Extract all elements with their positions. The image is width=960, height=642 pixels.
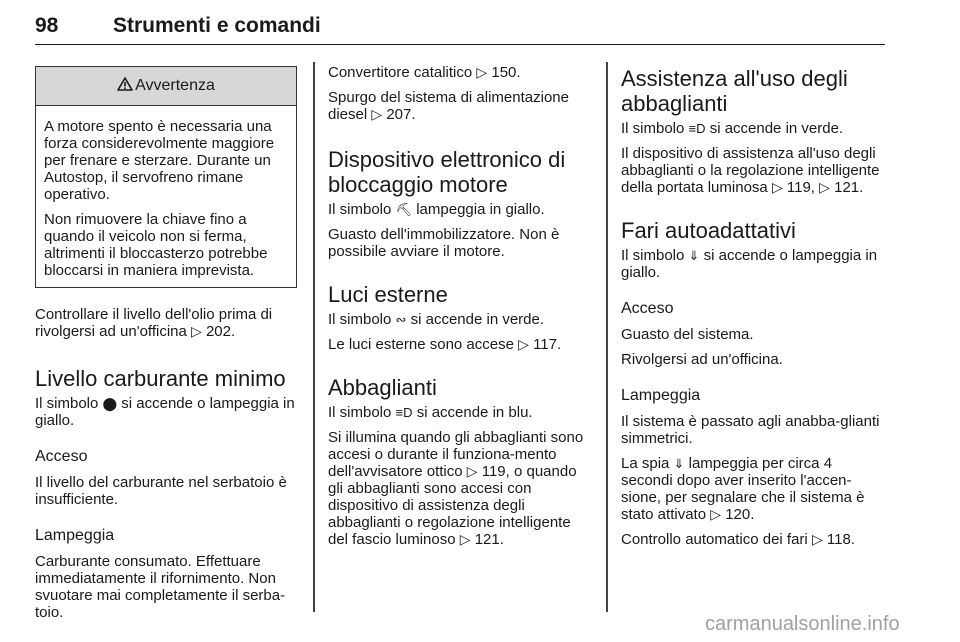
- high-beam-ref-2[interactable]: 121.: [474, 531, 504, 548]
- immobilizer-symbol-pre: Il simbolo: [328, 201, 392, 218]
- high-beam-assist-text-1: Il dispositivo di assistenza all'uso degli abbaglianti o la regolazione intelligente della portata luminosa: [621, 145, 880, 196]
- spia-ref[interactable]: 120.: [725, 506, 755, 523]
- warning-paragraph: Non rimuovere la chiave fino a quando il veicolo non si ferma, altrimenti il bloccasterzo potrebbe bloccarsi in maniera imprevista.: [44, 211, 268, 279]
- exterior-lights-symbol-line: [328, 311, 590, 328]
- high-beam-assist-text: [621, 145, 885, 196]
- page-ref-arrow-icon[interactable]: ▷: [819, 179, 830, 195]
- oil-text: Controllare il livello dell'olio prima di rivolgersi ad un'officina: [35, 306, 273, 340]
- spia-text: [621, 455, 885, 523]
- fuel-symbol-line: [35, 395, 297, 429]
- catalyst-ref[interactable]: 150.: [491, 64, 521, 81]
- acceso-heading: Acceso: [35, 448, 88, 465]
- high-beam-assist-ref-1[interactable]: 119,: [786, 179, 815, 196]
- side-lights-icon: ∾: [395, 312, 407, 327]
- page-ref-arrow-icon[interactable]: ▷: [371, 106, 383, 122]
- immobilizer-symbol-post: lampeggia in giallo.: [416, 201, 545, 218]
- lampeggia-text-1: Il sistema è passato agli anabba-glianti simmetrici.: [621, 413, 880, 447]
- lampeggia-heading: Lampeggia: [35, 527, 115, 544]
- page-ref-arrow-icon[interactable]: ▷: [466, 463, 478, 479]
- exterior-lights-line: [328, 336, 590, 353]
- page-ref-arrow-icon[interactable]: ▷: [771, 179, 783, 195]
- warning-paragraph: A motore spento è necessaria una forza considerevolmente maggiore per frenare e sterzare. Durante un Autostop, il servofreno rimane operativo.: [44, 118, 275, 203]
- acceso-text-1: Guasto del sistema.: [621, 326, 754, 343]
- page-header: [35, 10, 885, 45]
- auto-lights-ref[interactable]: 118.: [826, 531, 855, 548]
- warning-header: [36, 67, 296, 106]
- oil-paragraph: [35, 306, 297, 340]
- high-beam-symbol-line: [328, 404, 590, 421]
- spurgo-ref[interactable]: 207.: [386, 106, 416, 123]
- column-1: [35, 64, 297, 629]
- acceso-text-2: Rivolgersi ad un'officina.: [621, 351, 783, 368]
- high-beam-text-1: Si illumina quando gli abbaglianti sono accesi o durante il funziona-mento dell'avvisatore ottico: [328, 429, 584, 480]
- oil-ref[interactable]: 202.: [205, 323, 236, 340]
- fuel-symbol-pre: Il simbolo: [35, 395, 99, 412]
- auto-lights-text: Controllo automatico dei fari: [621, 531, 808, 548]
- page-number: 98: [35, 14, 59, 37]
- adaptive-lights-symbol-post: si accende o lampeggia in giallo.: [621, 247, 878, 281]
- catalyst-text: Convertitore catalitico: [328, 64, 473, 81]
- watermark: carmanualsonline.info: [705, 613, 900, 635]
- auto-lights-line: [621, 531, 885, 548]
- page-ref-arrow-icon[interactable]: ▷: [191, 323, 202, 339]
- high-beam-text: [328, 429, 590, 548]
- column-3: [621, 64, 885, 556]
- high-beam-assist-symbol-line: [621, 120, 885, 137]
- high-beam-ref-1[interactable]: 119, o: [481, 463, 523, 480]
- lampeggia-text: Carburante consumato. Effettuare immediatamente il rifornimento. Non svuotare mai completamente il serba-toio.: [35, 553, 286, 621]
- exterior-lights-symbol-post: si accende in verde.: [410, 311, 545, 328]
- exterior-lights-text: Le luci esterne sono accese: [328, 336, 514, 353]
- adaptive-lights-icon: ⇓: [673, 456, 685, 471]
- immobilizer-heading: Dispositivo elettronico di bloccaggio motore: [328, 147, 566, 197]
- adaptive-lights-symbol-pre: Il simbolo: [621, 247, 685, 264]
- high-beam-heading: Abbaglianti: [328, 375, 437, 400]
- acceso-text: Il livello del carburante nel serbatoio è insufficiente.: [35, 474, 287, 508]
- column-2: [328, 64, 590, 556]
- exterior-lights-symbol-pre: Il simbolo: [328, 311, 392, 328]
- acceso-heading: Acceso: [621, 300, 674, 317]
- page-ref-arrow-icon[interactable]: ▷: [710, 506, 722, 522]
- spia-pre: La spia: [621, 455, 670, 472]
- page-ref-arrow-icon[interactable]: ▷: [476, 64, 488, 80]
- page-ref-arrow-icon[interactable]: ▷: [811, 531, 823, 547]
- fuel-drop-icon: ⬤: [102, 396, 118, 411]
- high-beam-assist-symbol-post: si accende in verde.: [709, 120, 844, 137]
- high-beam-text-2: quando gli abbaglianti sono accesi con dispositivo di assistenza degli abbaglianti o regolazione intelligente del fascio luminoso: [328, 463, 577, 548]
- fuel-heading: Livello carburante minimo: [35, 366, 286, 391]
- column-divider: [606, 62, 608, 612]
- catalyst-line: [328, 64, 590, 81]
- column-divider: [313, 62, 315, 612]
- spia-post: lampeggia per circa 4 secondi dopo aver inserito l'accen-sione, per segnalare che il sistema è stato attivato: [621, 455, 865, 523]
- adaptive-lights-heading: Fari autoadattativi: [621, 218, 796, 243]
- adaptive-lights-symbol-line: [621, 247, 885, 281]
- fuel-symbol-post: si accende o lampeggia in giallo.: [35, 395, 295, 429]
- page-ref-arrow-icon[interactable]: ▷: [459, 531, 471, 547]
- high-beam-assist-ref-2[interactable]: 121.: [834, 179, 864, 196]
- high-beam-icon: ≡D: [395, 405, 413, 420]
- immobilizer-car-key-icon: ⛏: [395, 202, 413, 217]
- exterior-lights-ref[interactable]: 117.: [533, 336, 562, 353]
- warning-box: [35, 66, 297, 288]
- exterior-lights-heading: Luci esterne: [328, 282, 448, 307]
- adaptive-lights-icon: ⇓: [688, 248, 700, 263]
- spurgo-text: Spurgo del sistema di alimentazione diesel: [328, 89, 569, 123]
- immobilizer-symbol-line: [328, 201, 590, 218]
- warning-title: Avvertenza: [135, 77, 215, 94]
- immobilizer-text: Guasto dell'immobilizzatore. Non è possibile avviare il motore.: [328, 226, 560, 260]
- high-beam-symbol-pre: Il simbolo: [328, 404, 392, 421]
- lampeggia-heading: Lampeggia: [621, 387, 701, 404]
- high-beam-assist-icon: ≡D: [688, 121, 706, 136]
- spurgo-line: [328, 89, 590, 123]
- high-beam-assist-symbol-pre: Il simbolo: [621, 120, 685, 137]
- high-beam-assist-heading: Assistenza all'uso degli abbaglianti: [621, 66, 848, 116]
- warning-triangle-icon: [117, 77, 133, 91]
- high-beam-symbol-post: si accende in blu.: [416, 404, 533, 421]
- page-ref-arrow-icon[interactable]: ▷: [518, 336, 529, 352]
- page-title: Strumenti e comandi: [113, 14, 321, 37]
